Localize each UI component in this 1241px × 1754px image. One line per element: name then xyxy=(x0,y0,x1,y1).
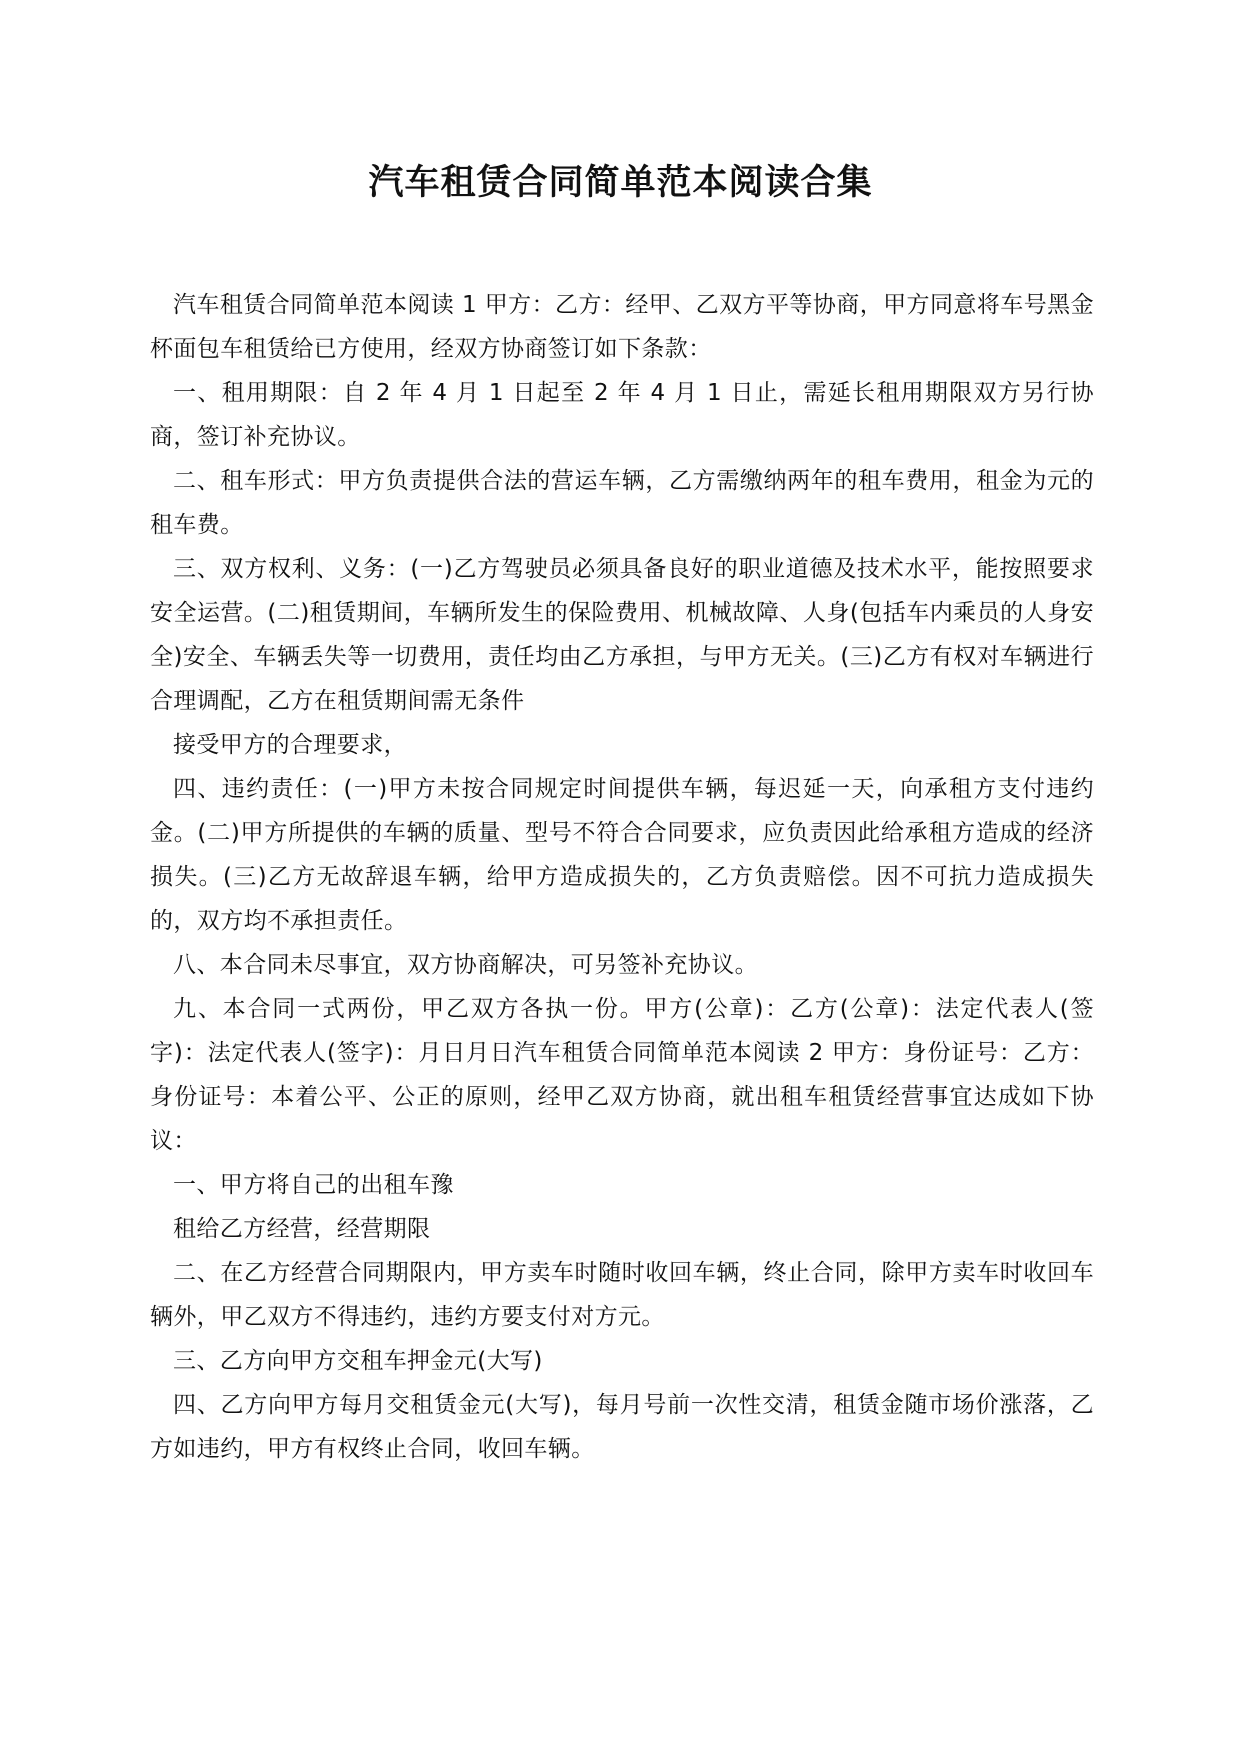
paragraph-accept-requirements: 接受甲方的合理要求， xyxy=(173,732,407,758)
paragraph-taxi-lease-2: 二、在乙方经营合同期限内，甲方卖车时随时收回车辆，终止合同，除甲方卖车时收回车辆外，甲乙双方不得违约，违约方要支付对方元。 xyxy=(150,1260,1094,1330)
paragraph-taxi-lease-3: 三、乙方向甲方交租车押金元(大写) xyxy=(173,1348,543,1374)
paragraph-intro: 汽车租赁合同简单范本阅读 1 甲方：乙方：经甲、乙双方平等协商，甲方同意将车号黑金杯面包车租赁给已方使用，经双方协商签订如下条款： xyxy=(150,292,1094,362)
paragraph-breach-liability: 四、违约责任：(一)甲方未按合同规定时间提供车辆，每迟延一天，向承租方支付违约金。(二)甲方所提供的车辆的质量、型号不符合合同要求，应负责因此给承租方造成的经济损失。(三)乙方无故辞退车辆，给甲方造成损失的，乙方负责赔偿。因不可抗力造成损失的，双方均不承担责任。 xyxy=(150,776,1094,934)
document-body xyxy=(150,283,1094,1471)
paragraph-taxi-lease-4: 四、乙方向甲方每月交租赁金元(大写)，每月号前一次性交清，租赁金随市场价涨落，乙方如违约，甲方有权终止合同，收回车辆。 xyxy=(150,1392,1094,1462)
paragraph-taxi-lease-term: 租给乙方经营，经营期限 xyxy=(173,1216,431,1242)
paragraph-unfinished-matters: 八、本合同未尽事宜，双方协商解决，可另签补充协议。 xyxy=(173,952,758,978)
paragraph-copies-signatures: 九、本合同一式两份，甲乙双方各执一份。甲方(公章)：乙方(公章)：法定代表人(签字)：法定代表人(签字)：月日月日汽车租赁合同简单范本阅读 2 甲方：身份证号：乙方：身份证号：本着公平、公正的原则，经甲乙双方协商，就出租车租赁经营事宜达成如下协议： xyxy=(150,996,1094,1154)
paragraph-taxi-lease-1: 一、甲方将自己的出租车豫 xyxy=(173,1172,454,1198)
paragraph-rental-form: 二、租车形式：甲方负责提供合法的营运车辆，乙方需缴纳两年的租车费用，租金为元的租车费。 xyxy=(150,468,1094,538)
document-title: 汽车租赁合同简单范本阅读合集 xyxy=(368,163,873,203)
paragraph-lease-term: 一、租用期限：自 2 年 4 月 1 日起至 2 年 4 月 1 日止，需延长租用期限双方另行协商，签订补充协议。 xyxy=(150,380,1094,450)
paragraph-rights-obligations: 三、双方权利、义务：(一)乙方驾驶员必须具备良好的职业道德及技术水平，能按照要求安全运营。(二)租赁期间，车辆所发生的保险费用、机械故障、人身(包括车内乘员的人身安全)安全、车辆丢失等一切费用，责任均由乙方承担，与甲方无关。(三)乙方有权对车辆进行合理调配，乙方在租赁期间需无条件 xyxy=(150,556,1094,714)
